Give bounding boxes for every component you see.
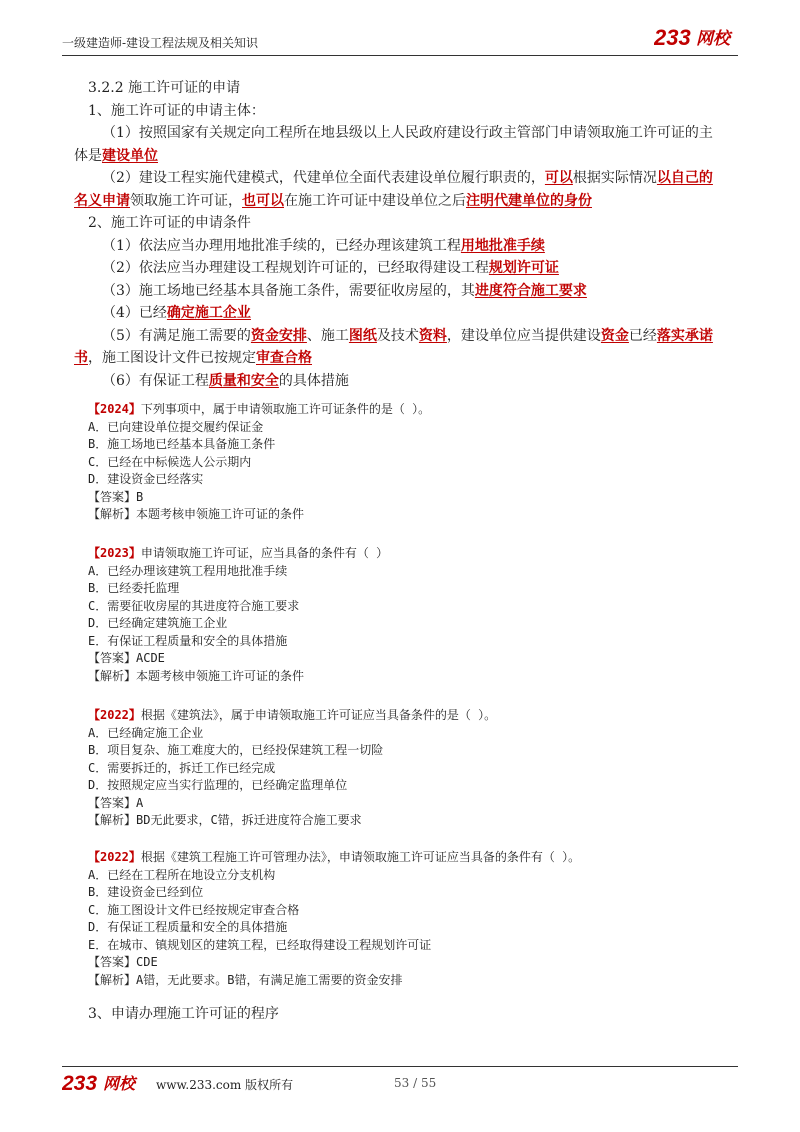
- text: （4）已经: [102, 305, 167, 321]
- condition-6: [88, 370, 738, 393]
- section-heading: 3.2.2 施工许可证的申请: [88, 80, 241, 96]
- option: A．已经办理该建筑工程用地批准手续: [88, 563, 288, 578]
- option: C．需要拆迁的，拆迁工作已经完成: [88, 760, 276, 775]
- option: E．有保证工程质量和安全的具体措施: [88, 633, 288, 648]
- footer-divider: [62, 1066, 738, 1067]
- highlight-term: 进度符合施工要求: [474, 282, 587, 299]
- condition-4: [88, 302, 738, 325]
- stem-text: 根据《建筑工程施工许可管理办法》，申请领取施工许可证应当具备的条件有（ ）。: [140, 850, 581, 864]
- question-stem: [88, 707, 496, 725]
- text: （1）按照国家有关规定向工程所在地县级以上人民政府建设行政主管部门申请领取施工许可证的主: [102, 125, 713, 141]
- highlight-term: 建设单位: [102, 147, 158, 164]
- highlight-term: 确定施工企业: [166, 305, 251, 321]
- highlight-term: 注明代建单位的身份: [466, 192, 592, 209]
- text: 已经: [628, 327, 657, 344]
- question-block-2022-a: [88, 707, 496, 830]
- highlight-term: 落实承诺: [656, 327, 713, 344]
- analysis: 【解析】BD无此要求，C错，拆迁进度符合施工要求: [88, 813, 362, 827]
- option: A．已经确定施工企业: [88, 725, 204, 740]
- answer: 【答案】B: [88, 489, 144, 504]
- option: D．建设资金已经落实: [88, 472, 204, 486]
- text: 的具体措施: [278, 372, 349, 389]
- year-tag: 【2024】: [88, 402, 141, 416]
- analysis: 【解析】A错，无此要求。B错，有满足施工需要的资金安排: [88, 972, 403, 987]
- answer: 【答案】ACDE: [88, 651, 165, 665]
- paragraph-1-line-2: [74, 145, 738, 168]
- svg-text:网校: 网校: [103, 1074, 136, 1093]
- option: C．需要征收房屋的其进度符合施工要求: [88, 598, 300, 613]
- svg-text:233: 233: [654, 25, 691, 50]
- question-stem: [88, 545, 388, 563]
- highlight-term: 可以: [544, 170, 573, 186]
- text: 、施工: [306, 327, 349, 344]
- answer: 【答案】CDE: [88, 955, 158, 969]
- 233-logo-icon: [62, 1071, 148, 1095]
- highlight-term: 以自己的: [656, 170, 713, 186]
- highlight-term: 用地批准手续: [460, 237, 545, 254]
- 233-logo-icon: [654, 24, 738, 50]
- header-divider: [62, 55, 738, 56]
- text: （1）依法应当办理用地批准手续的，已经办理该建筑工程: [102, 237, 461, 254]
- question-block-2024: [88, 401, 430, 524]
- highlight-term: 图纸: [348, 327, 377, 344]
- option: B．施工场地已经基本具备施工条件: [88, 437, 276, 451]
- text: （2）依法应当办理建设工程规划许可证的，已经取得建设工程: [102, 260, 489, 276]
- page-header: [62, 22, 738, 56]
- option: C．已经在中标候选人公示期内: [88, 454, 252, 469]
- text: （5）有满足施工需要的: [102, 327, 251, 344]
- condition-5-line-2: [74, 347, 738, 370]
- condition-3: [88, 280, 738, 303]
- footer-logo: [62, 1071, 148, 1099]
- stem-text: 申请领取施工许可证，应当具备的条件有（ ）: [140, 546, 389, 560]
- main-content: [74, 77, 738, 392]
- highlight-term: 质量和安全: [208, 372, 279, 389]
- paragraph-2-line-1: [88, 167, 738, 190]
- document-title: 一级建造师-建设工程法规及相关知识: [62, 36, 259, 50]
- option: A．已向建设单位提交履约保证金: [88, 419, 264, 434]
- question-stem: [88, 401, 430, 419]
- option: B．项目复杂、施工难度大的，已经投保建筑工程一切险: [88, 743, 384, 757]
- analysis: 【解析】本题考核申领施工许可证的条件: [88, 507, 305, 521]
- subsection-3-title: 3、申请办理施工许可证的程序: [88, 1006, 279, 1022]
- highlight-term: 资金安排: [250, 327, 307, 344]
- option: E．在城市、镇规划区的建筑工程，已经取得建设工程规划许可证: [88, 937, 432, 952]
- year-tag: 【2022】: [88, 850, 141, 864]
- highlight-term: 书: [74, 350, 88, 366]
- question-stem: [88, 849, 580, 867]
- text: 体是: [74, 147, 102, 164]
- subsection-2-title: 2、施工许可证的申请条件: [88, 215, 251, 231]
- highlight-term: 也可以: [242, 192, 284, 209]
- subsection-1-title: 1、施工许可证的申请主体：: [88, 102, 265, 119]
- text: ，建设单位应当提供建设: [446, 327, 601, 344]
- highlight-term: 资料: [418, 327, 447, 344]
- text: （3）施工场地已经基本具备施工条件，需要征收房屋的，其: [102, 282, 475, 299]
- svg-text:233: 233: [62, 1072, 98, 1095]
- page-footer: [62, 1071, 738, 1095]
- text: 及技术: [376, 327, 419, 344]
- question-block-2022-b: [88, 849, 580, 989]
- highlight-term: 审查合格: [256, 350, 312, 366]
- condition-2: [88, 257, 738, 280]
- svg-text:网校: 网校: [696, 29, 730, 49]
- year-tag: 【2022】: [88, 708, 141, 722]
- analysis: 【解析】本题考核申领施工许可证的条件: [88, 668, 305, 683]
- text: （6）有保证工程: [102, 372, 209, 389]
- stem-text: 下列事项中，属于申请领取施工许可证条件的是（ ）。: [140, 402, 431, 416]
- answer: 【答案】A: [88, 795, 144, 810]
- text: 领取施工许可证，: [130, 192, 242, 209]
- highlight-term: 规划许可证: [488, 260, 559, 276]
- option: A．已经在工程所在地设立分支机构: [88, 867, 276, 882]
- highlight-term: 名义申请: [74, 192, 130, 209]
- text: ，施工图设计文件已按规定: [88, 350, 256, 366]
- year-tag: 【2023】: [88, 546, 141, 560]
- option: D．按照规定应当实行监理的，已经确定监理单位: [88, 778, 348, 792]
- text: （2）建设工程实施代建模式，代建单位全面代表建设单位履行职责的，: [102, 170, 545, 186]
- condition-5-line-1: [88, 325, 738, 348]
- stem-text: 根据《建筑法》，属于申请领取施工许可证应当具备条件的是（ ）。: [140, 708, 497, 722]
- brand-logo: [654, 24, 738, 54]
- text: 根据实际情况: [572, 170, 657, 186]
- question-block-2023: [88, 545, 388, 685]
- text: 在施工许可证中建设单位之后: [284, 192, 466, 209]
- option: C．施工图设计文件已经按规定审查合格: [88, 902, 300, 917]
- copyright-text: www.233.com 版权所有: [156, 1078, 294, 1092]
- option: D．有保证工程质量和安全的具体措施: [88, 920, 288, 934]
- condition-1: [88, 235, 738, 258]
- paragraph-1-line-1: [88, 122, 738, 145]
- paragraph-2-line-2: [74, 190, 738, 213]
- option: B．已经委托监理: [88, 581, 180, 595]
- option: D．已经确定建筑施工企业: [88, 616, 228, 630]
- option: B．建设资金已经到位: [88, 885, 204, 899]
- highlight-term: 资金: [600, 327, 629, 344]
- page-number: 53 / 55: [394, 1076, 437, 1090]
